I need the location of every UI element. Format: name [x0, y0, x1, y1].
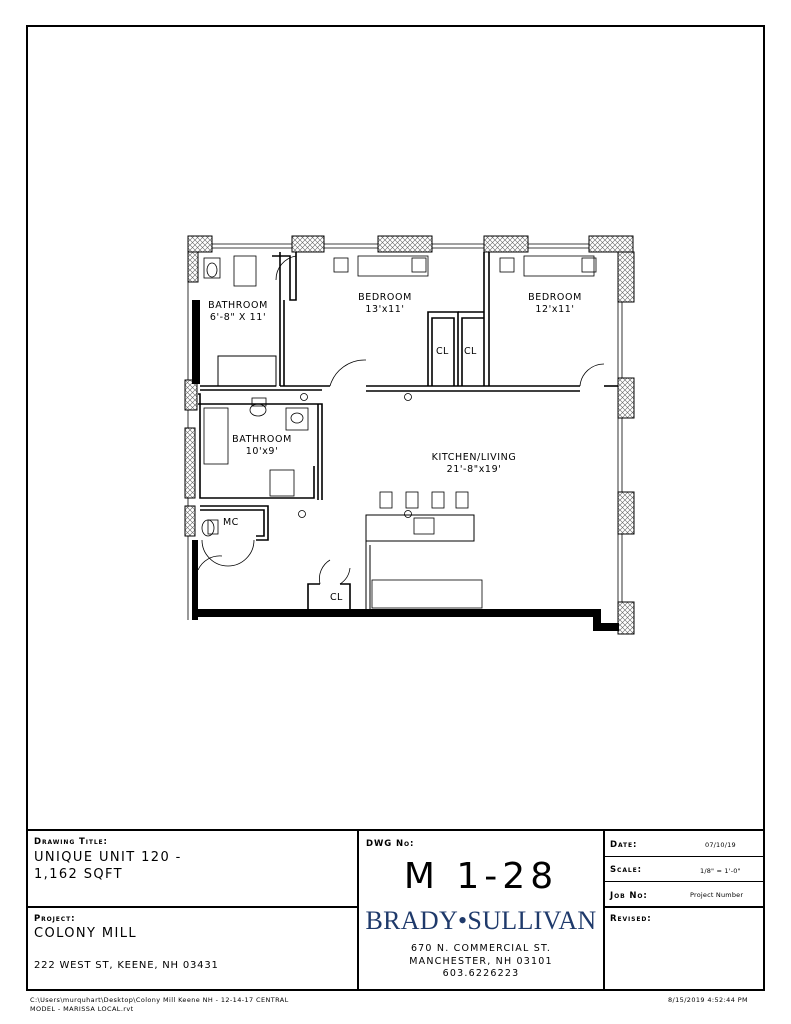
room-size: 21'-8"x19' — [446, 464, 502, 475]
room-name: BATHROOM — [208, 300, 268, 311]
room-label-bedroom-1 — [330, 292, 440, 316]
closet-label: CL — [436, 346, 449, 357]
file-path-line-2: MODEL - MARISSA LOCAL.rvt — [30, 1005, 134, 1013]
scale-value: 1/8" = 1'-0" — [700, 867, 741, 875]
title-block-row-rule — [604, 881, 765, 882]
company-address-line-2: MANCHESTER, NH 03101 — [409, 956, 553, 967]
title-block-row-rule — [604, 856, 765, 857]
job-no-value: Project Number — [690, 891, 744, 899]
room-label-bathroom-1 — [198, 300, 278, 324]
drawing-title-line-2: 1,162 SQFT — [34, 867, 124, 882]
closet-label: CL — [464, 346, 477, 357]
date-value: 07/10/19 — [705, 841, 736, 849]
room-size: 10'x9' — [245, 446, 279, 457]
project-name: COLONY MILL — [34, 926, 138, 941]
drawing-title-line-1: UNIQUE UNIT 120 - — [34, 850, 182, 865]
title-block-mid-rule — [26, 906, 359, 908]
room-size: 12'x11' — [535, 304, 575, 315]
company-address-line-1: 670 N. COMMERCIAL ST. — [410, 943, 552, 954]
title-block-mid-rule — [604, 906, 765, 908]
room-size: 6'-8" X 11' — [209, 312, 267, 323]
room-size: 13'x11' — [365, 304, 405, 315]
room-name: BEDROOM — [528, 292, 582, 303]
revised-caption: Revised: — [610, 914, 652, 924]
project-caption: Project: — [34, 914, 76, 924]
closet-label: CL — [330, 592, 343, 603]
scale-caption: Scale: — [610, 865, 642, 875]
room-name: KITCHEN/LIVING — [431, 452, 517, 463]
title-block-top-rule — [26, 829, 765, 831]
drawing-title-caption: Drawing Title: — [34, 837, 108, 847]
project-address: 222 WEST ST, KEENE, NH 03431 — [34, 960, 219, 971]
dwg-number: M 1-28 — [403, 856, 559, 897]
exterior-walls — [192, 300, 619, 631]
job-no-caption: Job No: — [610, 891, 648, 901]
room-label-bathroom-2 — [216, 434, 308, 458]
room-name: BATHROOM — [232, 434, 292, 445]
room-label-bedroom-2 — [500, 292, 610, 316]
company-phone: 603.6226223 — [442, 968, 520, 979]
room-name: BEDROOM — [358, 292, 412, 303]
brady-sullivan-logo: BRADY•SULLIVAN — [365, 906, 597, 935]
mc-label: MC — [223, 517, 239, 528]
date-caption: Date: — [610, 840, 638, 850]
print-timestamp: 8/15/2019 4:52:44 PM — [668, 996, 749, 1004]
room-label-kitchen-living — [412, 452, 536, 476]
dwg-no-caption: DWG No: — [366, 839, 415, 849]
file-path-line-1: C:\Users\murquhart\Desktop\Colony Mill Keene NH - 12-14-17 CENTRAL — [30, 996, 289, 1004]
